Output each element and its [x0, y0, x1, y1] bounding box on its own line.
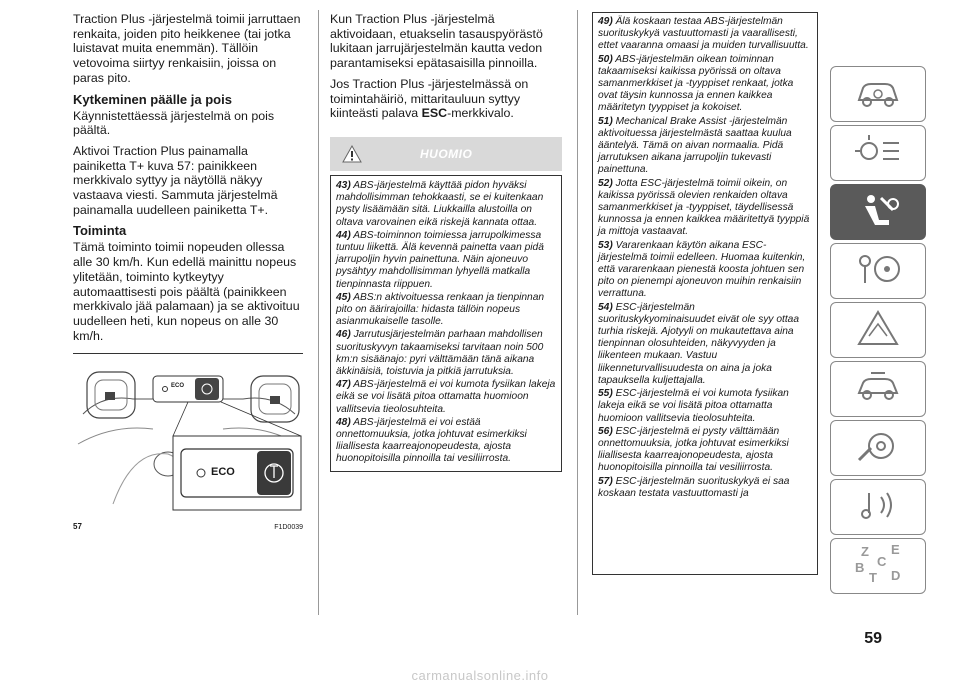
- alphabet-index-icon: [851, 541, 905, 589]
- note-text: Älä koskaan testaa ABS-järjestelmän suorituskykyä vastuuttomasti ja vaarallisesti, ettet vaaranna omaasi ja muiden turvallisuutta.: [598, 16, 809, 52]
- seat-airbag-icon: [851, 190, 905, 235]
- heading-operation: Toiminta: [73, 223, 127, 239]
- note-number: 56): [598, 425, 613, 437]
- figure-code: F1D0039: [274, 524, 303, 532]
- index-letter: B: [855, 559, 865, 575]
- warning-header: [330, 137, 562, 171]
- chapter-tab-wrench-wheel[interactable]: [830, 420, 926, 476]
- page-number: 59: [864, 630, 882, 647]
- note-number: 47): [336, 379, 351, 391]
- note-number: 49): [598, 16, 613, 27]
- paragraph-operation: Tämä toiminto toimii nopeuden ollessa alle 30 km/h. Kun edellä mainittu nopeus ylitetään, toiminto kytkeytyy automaattisesti pois päältä (painikkeen merkkivalo jää palamaan) ja se aktivoituu uudelleen heti, kun nopeus on alle 30 km/h.: [73, 240, 300, 343]
- warning-note: [598, 178, 812, 239]
- multimedia-icon: [851, 485, 905, 530]
- chapter-tab-warning-triangle[interactable]: [830, 302, 926, 358]
- index-letter: Z: [861, 543, 869, 559]
- warning-note: [336, 379, 556, 416]
- note-text: ABS:n aktivoituessa renkaan ja tienpinnan pito on äärirajoilla: hidasta tällöin nopeus asianmukaiselle tasolle.: [336, 291, 545, 328]
- malfunction-text: Jos Traction Plus -järjestelmässä on toimintahäiriö, mittaritauluun syttyy kiinteästi palava: [330, 76, 529, 121]
- note-number: 54): [598, 301, 613, 313]
- column-divider-2: [577, 10, 578, 615]
- warning-title: HUOMIO: [420, 146, 473, 161]
- esc-indicator-label: ESC: [421, 106, 448, 121]
- note-text: Mechanical Brake Assist -järjestelmän aktivoituessa järjestelmästä saattaa kuulua ääntelyä. Tämä on aivan normaalia. Pidä jarrutuksen aikana jarrupoljin tukevasti painettuna.: [598, 115, 792, 176]
- note-text: Jarrutusjärjestelmän parhaan mahdollisen suorituskyvyn takaamiseksi tarvitaan noin 500 km:n sisäänajo: pyri välttämään tänä aikana äkkinäisiä, toistuvia ja pitkiä jarrutuksia.: [336, 329, 544, 377]
- note-text: ESC-järjestelmä ei pysty välttämään onnettomuuksia, jotka johtuvat esimerkiksi liiallisesta kaarreajonopeudesta, ajosta huonopitoisilla pinnoilla tai vesiliirrosta.: [598, 425, 789, 474]
- warning-note: [598, 16, 812, 53]
- note-number: 46): [336, 329, 351, 341]
- note-number: 48): [336, 416, 351, 428]
- note-number: 57): [598, 475, 613, 487]
- note-number: 52): [598, 177, 613, 189]
- warning-note: [598, 476, 812, 500]
- chapter-tab-key-steering[interactable]: [830, 243, 926, 299]
- note-number: 53): [598, 239, 613, 251]
- warning-note: [598, 240, 812, 301]
- warning-note: [598, 302, 812, 387]
- note-text: ESC-järjestelmä ei voi kumota fysiikan lakeja eikä se voi lisätä pitoa ottamatta huomioon vallitsevia tieolosuhteita.: [598, 388, 789, 424]
- chapter-tab-car-service[interactable]: [830, 361, 926, 417]
- index-letter: T: [869, 569, 877, 585]
- warning-note: [336, 417, 556, 466]
- warning-note: [336, 230, 556, 291]
- dashboard-lights-icon: [851, 131, 905, 176]
- chapter-tab-dashboard-lights[interactable]: [830, 125, 926, 181]
- note-text: Jotta ESC-järjestelmä toimii oikein, on kaikissa pyörissä olevien renkaiden oltava samanmerkkiset ja -tyyppiset, täydellisessä kunnossa ja ennen kaikkea määritettyä tyyppiä ja mittoja vastaavat.: [598, 177, 810, 238]
- warning-note: [336, 292, 556, 329]
- warning-note: [598, 426, 812, 475]
- note-text: ESC-järjestelmän suorituskykyä ei saa koskaan testata vastuuttomasti ja: [598, 475, 790, 499]
- note-number: 50): [598, 53, 613, 65]
- footer-watermark: carmanualsonline.info: [411, 668, 549, 683]
- note-number: 45): [336, 291, 351, 303]
- chapter-tab-multimedia[interactable]: [830, 479, 926, 535]
- warning-triangle-icon: [851, 308, 905, 353]
- car-service-icon: [851, 367, 905, 412]
- paragraph-startup: Käynnistettäessä järjestelmä on pois päältä.: [73, 108, 275, 138]
- note-text: ESC-järjestelmän suorituskykyominaisuudet eivät ole syy ottaa turhia riskejä. Ajotyyli on mukautettava aina tienpinnan olosuhteiden, näkyvyyden ja liikenteen mukaan. Vastuu liikenneturvallisuudesta on aina ja joka tapauksella kuljettajalla.: [598, 301, 800, 386]
- malfunction-text-end: -merkkivalo.: [447, 106, 514, 121]
- note-number: 43): [336, 179, 351, 191]
- chapter-tab-seat-airbag[interactable]: [830, 184, 926, 240]
- note-number: 55): [598, 388, 613, 400]
- index-letter: E: [891, 541, 900, 557]
- index-letter: D: [891, 567, 901, 583]
- chapter-tab-alphabet-index[interactable]: [830, 538, 926, 594]
- warning-note: [598, 54, 812, 115]
- note-text: ABS-toiminnon toimiessa jarrupolkimessa tuntuu liikettä. Älä kevennä painetta vaan pidä jarrupoljin hyvin painettuna. Näin ajoneuvo pysähtyy mahdollisimman lyhyellä matkalla tienpinnasta riippuen.: [336, 229, 544, 290]
- paragraph-traction-plus: Kun Traction Plus -järjestelmä aktivoidaan, etuakselin tasauspyörästö lukitaan jarrujärjestelmän kautta vedon parantamiseksi epätasaisilla pinnoilla.: [330, 12, 543, 71]
- column-3: [592, 12, 818, 575]
- note-text: ABS-järjestelmä ei voi kumota fysiikan lakeja eikä se voi lisätä pitoa ottamatta huomioon vallitsevia tieolosuhteita.: [336, 379, 556, 415]
- chapter-tabs: [830, 66, 930, 597]
- index-letter: C: [877, 553, 887, 569]
- column-1: [73, 12, 303, 532]
- note-text: Vararenkaan käytön aikana ESC-järjestelmä toimii edelleen. Huomaa kuitenkin, että vararenkaan pienestä koosta johtuen sen pito on pienempi ajoneuvon muihin renkaisiin verrattuna.: [598, 239, 806, 300]
- eco-label-small: ECO: [171, 383, 185, 390]
- eco-label-large: ECO: [211, 466, 235, 479]
- chapter-tab-car-info[interactable]: [830, 66, 926, 122]
- column-2: [330, 12, 562, 472]
- warning-note: [336, 180, 556, 229]
- paragraph-malfunction: [330, 77, 562, 121]
- dashboard-buttons-illustration: [73, 354, 303, 519]
- column-divider-1: [318, 10, 319, 615]
- warning-note: [598, 388, 812, 425]
- note-text: ABS-järjestelmä käyttää pidon hyväksi mahdollisimman tehokkaasti, se ei kuitenkaan pysty lisäämään sitä. Liukkailla alustoilla on oltava varovainen eikä riskejä kannata ottaa.: [336, 179, 544, 228]
- note-text: ABS-järjestelmä ei voi estää onnettomuuksia, jotka johtuvat esimerkiksi liiallisesta kaarreajonopeudesta, ajosta huonopitoisilla pinnoilla tai vesiliirrosta.: [336, 416, 527, 465]
- warning-note: [598, 116, 812, 177]
- figure-number: 57: [73, 522, 82, 532]
- note-number: 51): [598, 115, 613, 127]
- heading-activation: Kytkeminen päälle ja pois: [73, 91, 232, 107]
- warning-note: [336, 329, 556, 378]
- paragraph-activate: Aktivoi Traction Plus painamalla painiketta T+ kuva 57: painikkeen merkkivalo syttyy ja näytöllä näkyy vastaava viesti. Sammuta järjestelmä painamalla uudelleen painiketta T+.: [73, 143, 278, 217]
- note-number: 44): [336, 229, 351, 241]
- warning-notes-continued: [592, 12, 818, 575]
- paragraph-intro: Traction Plus -järjestelmä toimii jarruttaen renkaita, joiden pito heikkenee (tai jotka luistavat muita enemmän). Tällöin vetovoima siirtyy renkaisiin, joissa on paras pito.: [73, 12, 301, 85]
- figure-57: [73, 353, 303, 532]
- warning-notes-box: [330, 175, 562, 472]
- wrench-wheel-icon: [851, 426, 905, 471]
- key-steering-icon: [851, 249, 905, 294]
- car-info-icon: [851, 72, 905, 117]
- note-text: ABS-järjestelmän oikean toiminnan takaamiseksi kaikissa pyörissä on oltava samanmerkkiset ja -tyyppiset renkaat, jotka ovat täysin kunnossa ja ennen kaikkea määritetyn tyyppiset ja kokoiset.: [598, 53, 794, 114]
- warning-triangle-icon: [342, 145, 362, 163]
